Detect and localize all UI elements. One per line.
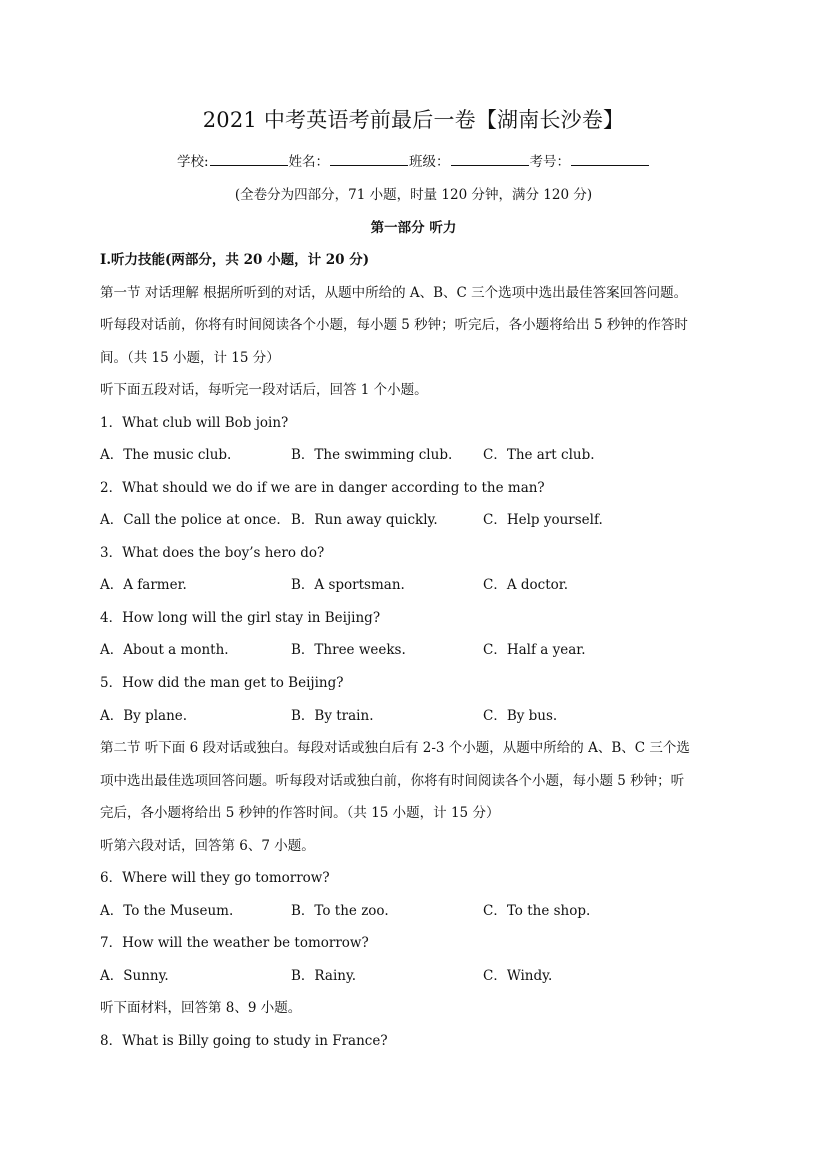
q2-option-b[interactable]: B．Run away quickly.	[291, 512, 438, 528]
section2-line-2: 项中选出最佳选项回答问题。听每段对话或独白前，你将有时间阅读各个小题，每小题 5 秒钟；听	[100, 773, 685, 789]
class-blank[interactable]	[451, 153, 529, 166]
q5-option-c[interactable]: C．By bus.	[483, 708, 558, 724]
section2-line-3: 完后，各小题将给出 5 秒钟的作答时间。（共 15 小题，计 15 分）	[100, 805, 500, 821]
part-title: 第一部分 听力	[370, 220, 457, 236]
section1-instruction: 听下面五段对话，每听完一段对话后，回答 1 个小题。	[100, 382, 428, 398]
question-7: 7．How will the weather be tomorrow?	[100, 935, 369, 951]
exam-no-blank[interactable]	[571, 153, 649, 166]
q1-option-a[interactable]: A．The music club.	[100, 447, 232, 463]
q5-option-b[interactable]: B．By train.	[291, 708, 374, 724]
q3-option-b[interactable]: B．A sportsman.	[291, 577, 405, 593]
student-info-line	[0, 150, 827, 170]
q6-option-b[interactable]: B．To the zoo.	[291, 903, 389, 919]
q4-option-c[interactable]: C．Half a year.	[483, 642, 586, 658]
q7-option-a[interactable]: A．Sunny.	[100, 968, 169, 984]
question-8: 8．What is Billy going to study in France?	[100, 1033, 388, 1049]
q5-option-a[interactable]: A．By plane.	[100, 708, 188, 724]
q1-option-b[interactable]: B．The swimming club.	[291, 447, 453, 463]
section1-line-3: 间。（共 15 小题，计 15 分）	[100, 350, 280, 366]
q3-option-a[interactable]: A．A farmer.	[100, 577, 187, 593]
q3-option-c[interactable]: C．A doctor.	[483, 577, 569, 593]
name-label: 姓名：	[288, 154, 330, 170]
section2-instruction-2: 听下面材料，回答第 8、9 小题。	[100, 1000, 302, 1016]
school-blank[interactable]	[210, 153, 288, 166]
section1-line-2: 听每段对话前，你将有时间阅读各个小题，每小题 5 秒钟；听完后，各小题将给出 5 秒钟的作答时	[100, 317, 688, 333]
q6-option-c[interactable]: C．To the shop.	[483, 903, 591, 919]
question-5: 5．How did the man get to Beijing?	[100, 675, 344, 691]
section-title: Ⅰ.听力技能(两部分，共 20 小题，计 20 分)	[100, 252, 370, 268]
question-6: 6．Where will they go tomorrow?	[100, 870, 330, 886]
page-title: 2021 中考英语考前最后一卷【湖南长沙卷】	[202, 108, 625, 132]
exam-note: (全卷分为四部分，71 小题，时量 120 分钟，满分 120 分)	[234, 187, 593, 203]
q4-option-a[interactable]: A．About a month.	[100, 642, 229, 658]
section1-line-1: 第一节 对话理解 根据所听到的对话，从题中所给的 A、B、C 三个选项中选出最佳答案回答问题。	[100, 285, 688, 301]
q4-option-b[interactable]: B．Three weeks.	[291, 642, 406, 658]
name-blank[interactable]	[330, 153, 408, 166]
q6-option-a[interactable]: A．To the Museum.	[100, 903, 234, 919]
q1-option-c[interactable]: C．The art club.	[483, 447, 595, 463]
class-label: 班级：	[409, 154, 450, 170]
q7-option-c[interactable]: C．Windy.	[483, 968, 553, 984]
section2-line-1: 第二节 听下面 6 段对话或独白。每段对话或独白后有 2-3 个小题，从题中所给的 A、B、C 三个选	[100, 740, 690, 756]
section2-instruction-1: 听第六段对话，回答第 6、7 小题。	[100, 838, 315, 854]
question-2: 2．What should we do if we are in danger according to the man?	[100, 480, 545, 496]
q2-option-a[interactable]: A．Call the police at once.	[100, 512, 281, 528]
question-1: 1．What club will Bob join?	[100, 415, 289, 431]
q7-option-b[interactable]: B．Rainy.	[291, 968, 357, 984]
question-4: 4．How long will the girl stay in Beijing?	[100, 610, 381, 626]
exam-no-label: 考号：	[529, 154, 571, 170]
school-label: 学校:	[176, 154, 209, 170]
q2-option-c[interactable]: C．Help yourself.	[483, 512, 603, 528]
question-3: 3．What does the boy’s hero do?	[100, 545, 325, 561]
